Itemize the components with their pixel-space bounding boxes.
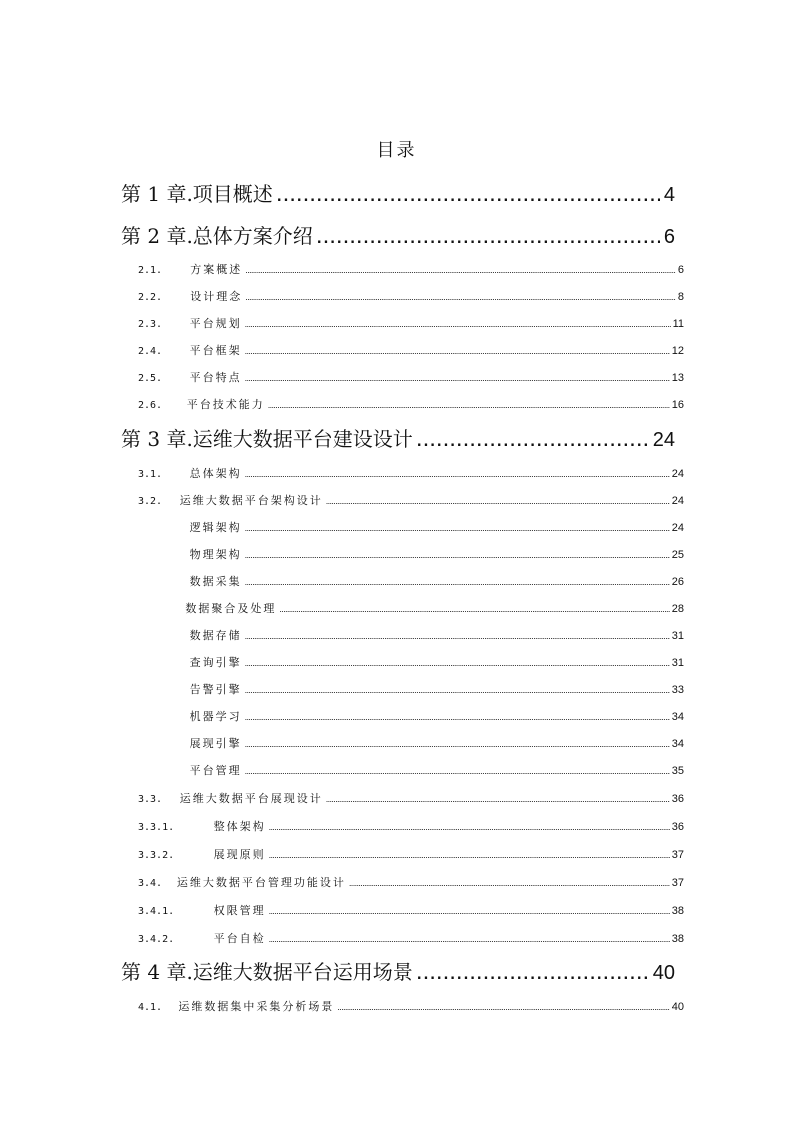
toc-entry-number: 3.4. — [138, 878, 163, 889]
toc-entry-page: 4 — [663, 184, 675, 206]
toc-entry-number: 3.3.2. — [138, 850, 175, 861]
toc-entry-page: 8 — [677, 291, 684, 303]
toc-leader-dots — [245, 347, 670, 356]
toc-leader-dots — [245, 659, 670, 668]
toc-entry-title: 数据聚合及处理 — [185, 602, 277, 615]
toc-entry-platform-management[interactable] — [138, 762, 684, 780]
toc-entry-page: 16 — [671, 399, 684, 411]
toc-entry-page: 11 — [672, 318, 684, 330]
toc-entry-number: 2.5. — [138, 373, 163, 384]
toc-entry-page: 24 — [652, 429, 675, 451]
toc-leader-dots — [245, 266, 676, 275]
toc-entry-page: 34 — [671, 711, 684, 723]
toc-entry-number: 2.6. — [138, 400, 163, 411]
toc-entry-title: 整体架构 — [213, 820, 266, 833]
toc-entry-title: 平台框架 — [189, 344, 242, 357]
toc-entry-3-4-2[interactable] — [138, 930, 684, 948]
toc-leader-dots — [277, 190, 660, 205]
toc-entry-page: 28 — [671, 603, 684, 615]
toc-entry-3-2[interactable] — [138, 492, 684, 510]
toc-entry-page: 24 — [671, 468, 684, 480]
toc-entry-page: 37 — [671, 849, 684, 861]
toc-entry-chapter-3[interactable] — [121, 423, 675, 453]
toc-entry-number: 3.4.2. — [138, 934, 175, 945]
toc-entry-number: 3.3.1. — [138, 822, 175, 833]
toc-entry-title: 告警引擎 — [189, 683, 242, 696]
toc-entry-title: 权限管理 — [213, 904, 266, 917]
toc-entry-title: 展现原则 — [213, 848, 266, 861]
toc-entry-number: 2.1. — [138, 265, 163, 276]
toc-entry-2-5[interactable] — [138, 369, 684, 387]
toc-entry-data-storage[interactable] — [138, 627, 684, 645]
toc-entry-title: 设计理念 — [190, 290, 243, 303]
toc-entry-title: 平台管理 — [189, 764, 242, 777]
toc-entry-page: 26 — [671, 576, 684, 588]
toc-entry-display-engine[interactable] — [138, 735, 684, 753]
toc-entry-number: 第 2 章. — [121, 224, 193, 248]
toc-leader-dots — [326, 497, 670, 506]
toc-entry-page: 31 — [671, 630, 684, 642]
toc-entry-page: 34 — [671, 738, 684, 750]
toc-entry-page: 36 — [671, 793, 684, 805]
toc-entry-page: 13 — [671, 372, 684, 384]
toc-entry-page: 24 — [671, 495, 684, 507]
toc-entry-3-4[interactable] — [138, 874, 684, 892]
toc-entry-number: 2.3. — [138, 319, 163, 330]
toc-leader-dots — [269, 935, 670, 944]
toc-entry-number: 4.1. — [138, 1002, 163, 1013]
toc-entry-3-3[interactable] — [138, 790, 684, 808]
toc-entry-page: 38 — [671, 905, 684, 917]
toc-entry-title: 查询引擎 — [189, 656, 242, 669]
toc-entry-title: 运维大数据平台运用场景 — [192, 960, 413, 984]
toc-leader-dots — [317, 232, 660, 247]
toc-entry-title: 展现引擎 — [189, 737, 242, 750]
toc-leader-dots — [268, 401, 670, 410]
toc-entry-3-3-1[interactable] — [138, 818, 684, 836]
toc-leader-dots — [245, 713, 670, 722]
toc-leader-dots — [245, 551, 670, 560]
toc-leader-dots — [279, 605, 669, 614]
toc-entry-title: 运维大数据平台架构设计 — [179, 494, 323, 507]
toc-entry-chapter-4[interactable] — [121, 956, 675, 986]
toc-entry-number: 第 4 章. — [121, 960, 193, 984]
toc-entry-number: 第 1 章. — [121, 182, 193, 206]
toc-leader-dots — [245, 320, 671, 329]
toc-entry-page: 37 — [671, 877, 684, 889]
toc-entry-page: 36 — [671, 821, 684, 833]
toc-leader-dots — [269, 907, 670, 916]
toc-entry-chapter-1[interactable] — [121, 178, 675, 208]
toc-entry-3-3-2[interactable] — [138, 846, 684, 864]
toc-leader-dots — [245, 374, 670, 383]
toc-entry-3-1[interactable] — [138, 465, 684, 483]
toc-leader-dots — [245, 524, 670, 533]
toc-entry-number: 3.2. — [138, 496, 163, 507]
toc-entry-page: 6 — [677, 264, 684, 276]
toc-entry-title: 运维大数据平台建设设计 — [192, 427, 413, 451]
toc-entry-machine-learning[interactable] — [138, 708, 684, 726]
toc-entry-title: 机器学习 — [189, 710, 242, 723]
toc-entry-page: 40 — [652, 962, 675, 984]
toc-entry-title: 运维数据集中采集分析场景 — [178, 1000, 335, 1013]
toc-entry-number: 第 3 章. — [121, 427, 193, 451]
toc-entry-page: 24 — [671, 522, 684, 534]
toc-entry-page: 40 — [671, 1001, 684, 1013]
toc-leader-dots — [245, 740, 670, 749]
toc-entry-page: 12 — [671, 345, 684, 357]
toc-entry-data-aggregation[interactable] — [138, 600, 684, 618]
toc-leader-dots — [245, 293, 676, 302]
toc-entry-data-collection[interactable] — [138, 573, 684, 591]
toc-entry-number: 3.4.1. — [138, 906, 175, 917]
toc-entry-page: 6 — [663, 226, 675, 248]
toc-entry-2-1[interactable] — [138, 261, 684, 279]
toc-entry-title: 平台特点 — [189, 371, 242, 384]
toc-entry-page: 31 — [671, 657, 684, 669]
toc-entry-page: 38 — [671, 933, 684, 945]
toc-entry-title: 平台规划 — [189, 317, 242, 330]
toc-leader-dots — [417, 968, 649, 983]
toc-entry-title: 运维大数据平台展现设计 — [179, 792, 323, 805]
toc-entry-number: 3.3. — [138, 794, 163, 805]
toc-entry-title: 运维大数据平台管理功能设计 — [176, 876, 346, 889]
toc-entry-2-6[interactable] — [138, 396, 684, 414]
toc-leader-dots — [269, 823, 670, 832]
toc-leader-dots — [245, 632, 670, 641]
toc-entry-logical-architecture[interactable] — [138, 519, 684, 537]
toc-entry-4-1[interactable] — [138, 998, 684, 1016]
toc-leader-dots — [245, 470, 670, 479]
toc-leader-dots — [326, 795, 670, 804]
toc-entry-title: 方案概述 — [190, 263, 243, 276]
toc-entry-title: 逻辑架构 — [189, 521, 242, 534]
toc-entry-page: 33 — [671, 684, 684, 696]
toc-leader-dots — [245, 686, 670, 695]
toc-entry-title: 项目概述 — [192, 182, 273, 206]
toc-leader-dots — [349, 879, 670, 888]
toc-entry-title: 数据采集 — [189, 575, 242, 588]
toc-entry-number: 2.2. — [138, 292, 163, 303]
toc-entry-alert-engine[interactable] — [138, 681, 684, 699]
toc-entry-number: 2.4. — [138, 346, 163, 357]
toc-entry-title: 物理架构 — [189, 548, 242, 561]
toc-leader-dots — [269, 851, 670, 860]
toc-leader-dots — [337, 1003, 669, 1012]
toc-leader-dots — [417, 435, 649, 450]
toc-entry-query-engine[interactable] — [138, 654, 684, 672]
toc-entry-title: 平台技术能力 — [186, 398, 265, 411]
toc-entry-number: 3.1. — [138, 469, 163, 480]
toc-entry-physical-architecture[interactable] — [138, 546, 684, 564]
toc-leader-dots — [245, 578, 670, 587]
toc-entry-2-3[interactable] — [138, 315, 684, 333]
toc-leader-dots — [245, 767, 670, 776]
toc-entry-title: 平台自检 — [213, 932, 266, 945]
toc-heading: 目录 — [376, 140, 417, 161]
toc-entry-2-4[interactable] — [138, 342, 684, 360]
toc-entry-page: 25 — [671, 549, 684, 561]
toc-entry-title: 总体架构 — [189, 467, 242, 480]
toc-entry-3-4-1[interactable] — [138, 902, 684, 920]
toc-entry-2-2[interactable] — [138, 288, 684, 306]
toc-entry-title: 总体方案介绍 — [192, 224, 313, 248]
toc-entry-title: 数据存储 — [189, 629, 242, 642]
toc-entry-page: 35 — [671, 765, 684, 777]
toc-entry-chapter-2[interactable] — [121, 220, 675, 250]
